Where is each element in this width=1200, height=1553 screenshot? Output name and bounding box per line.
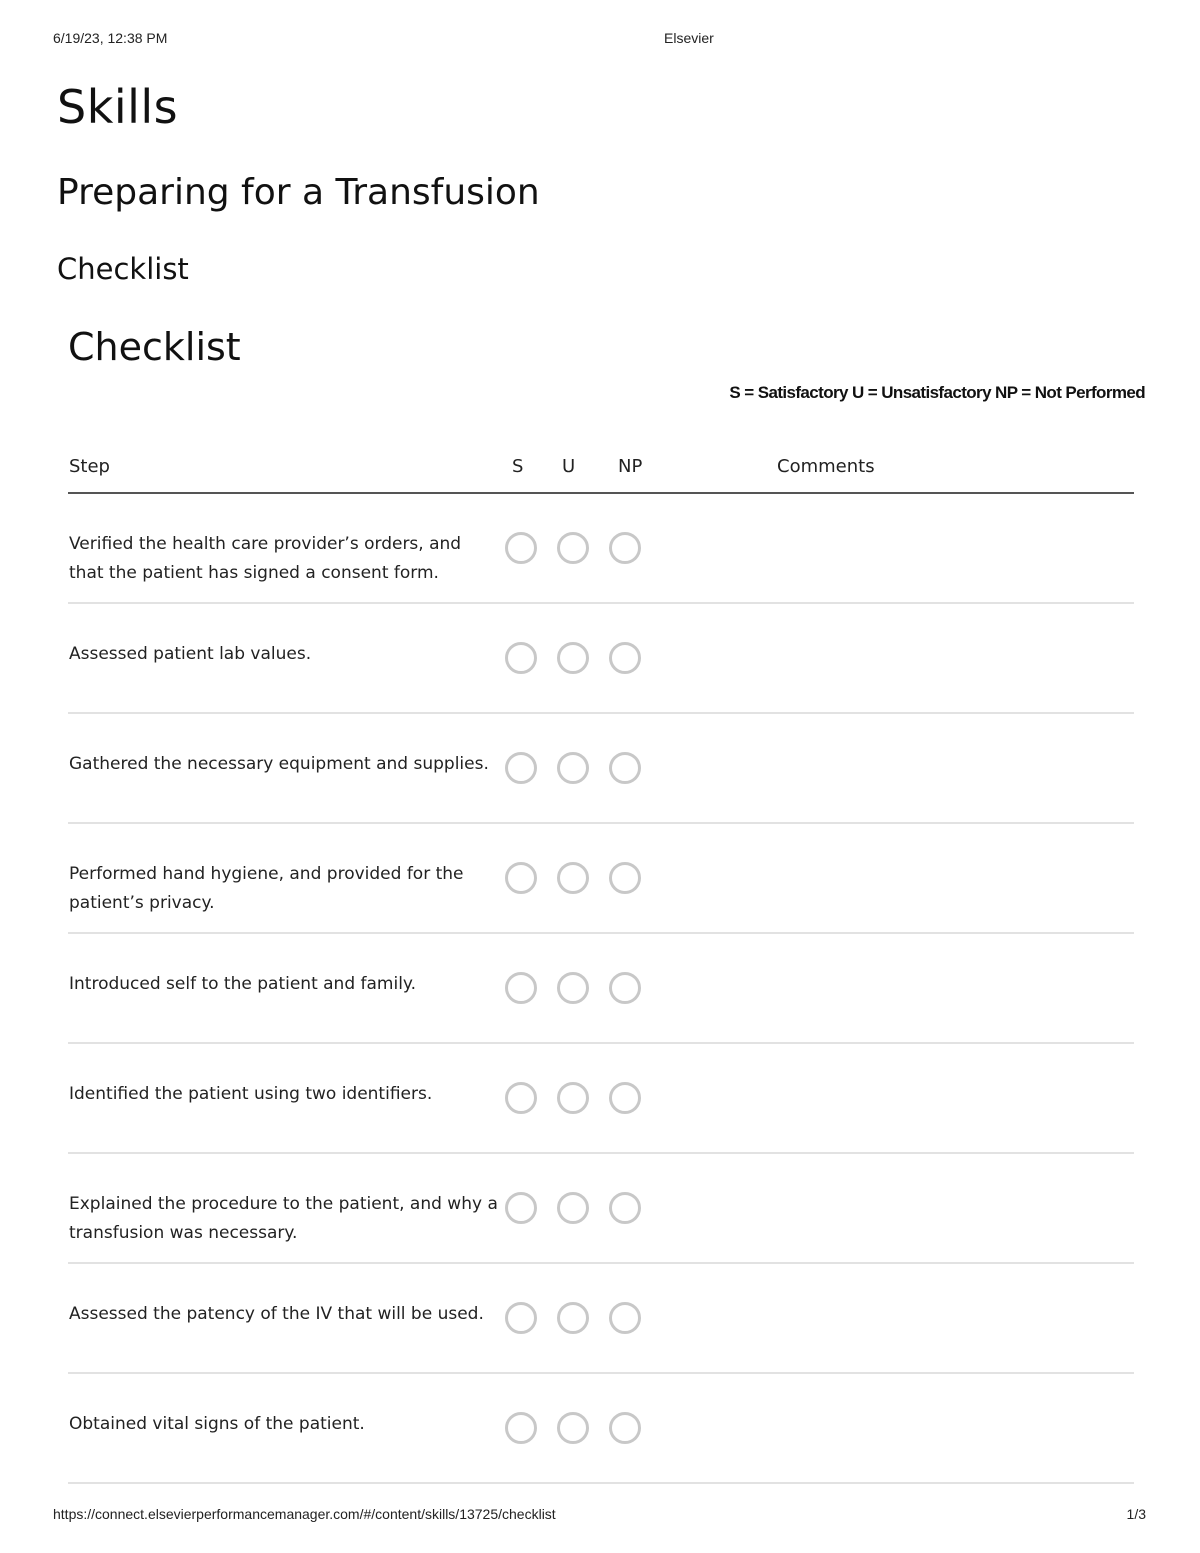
step-text: Explained the procedure to the patient, and why a transfusion was necessary. (69, 1194, 498, 1243)
not-performed-radio[interactable] (609, 1082, 641, 1114)
not-performed-radio[interactable] (609, 532, 641, 564)
satisfactory-radio[interactable] (505, 752, 537, 784)
unsatisfactory-radio[interactable] (557, 1412, 589, 1444)
step-text: Assessed the patency of the IV that will be used. (69, 1304, 484, 1324)
print-datetime: 6/19/23, 12:38 PM (53, 30, 168, 46)
table-row (68, 1044, 1134, 1154)
unsatisfactory-radio[interactable] (557, 532, 589, 564)
not-performed-radio[interactable] (609, 862, 641, 894)
print-header (0, 30, 1200, 50)
satisfactory-radio[interactable] (505, 1192, 537, 1224)
not-performed-radio[interactable] (609, 1302, 641, 1334)
print-url: https://connect.elsevierperformancemanager.com/#/content/skills/13725/checklist (53, 1506, 556, 1522)
table-header (68, 448, 1134, 494)
step-text: Performed hand hygiene, and provided for the patient’s privacy. (69, 864, 464, 913)
satisfactory-radio[interactable] (505, 1082, 537, 1114)
table-row (68, 1374, 1134, 1484)
subsection-heading: Checklist (57, 252, 189, 286)
table-row (68, 934, 1134, 1044)
unsatisfactory-radio[interactable] (557, 1082, 589, 1114)
table-row (68, 824, 1134, 934)
not-performed-radio[interactable] (609, 642, 641, 674)
checklist-table (68, 448, 1134, 1484)
column-header-not-performed: NP (618, 456, 643, 477)
unsatisfactory-radio[interactable] (557, 642, 589, 674)
comment-cell (777, 1410, 1127, 1440)
unsatisfactory-radio[interactable] (557, 862, 589, 894)
print-site-name: Elsevier (664, 30, 714, 46)
satisfactory-radio[interactable] (505, 1302, 537, 1334)
table-row (68, 1154, 1134, 1264)
column-header-satisfactory: S (512, 456, 524, 477)
unsatisfactory-radio[interactable] (557, 752, 589, 784)
unsatisfactory-radio[interactable] (557, 1302, 589, 1334)
column-header-comments: Comments (777, 456, 875, 477)
satisfactory-radio[interactable] (505, 532, 537, 564)
table-row (68, 494, 1134, 604)
not-performed-radio[interactable] (609, 972, 641, 1004)
unsatisfactory-radio[interactable] (557, 1192, 589, 1224)
step-text: Gathered the necessary equipment and supplies. (69, 754, 489, 774)
step-text: Obtained vital signs of the patient. (69, 1414, 365, 1434)
comment-cell (777, 970, 1127, 1000)
step-text: Introduced self to the patient and family. (69, 974, 416, 994)
rating-legend: S = Satisfactory U = Unsatisfactory NP = Not Performed (729, 383, 1145, 402)
comment-cell (777, 1300, 1127, 1330)
page-number: 1/3 (1126, 1506, 1146, 1522)
checklist-panel-title: Checklist (68, 325, 241, 369)
satisfactory-radio[interactable] (505, 1412, 537, 1444)
not-performed-radio[interactable] (609, 1192, 641, 1224)
unsatisfactory-radio[interactable] (557, 972, 589, 1004)
satisfactory-radio[interactable] (505, 642, 537, 674)
step-text: Identified the patient using two identifiers. (69, 1084, 433, 1104)
comment-cell (777, 640, 1127, 670)
step-text: Verified the health care provider’s orders, and that the patient has signed a consent form. (69, 534, 462, 583)
procedure-title: Preparing for a Transfusion (57, 172, 540, 213)
comment-cell (777, 1190, 1127, 1220)
satisfactory-radio[interactable] (505, 862, 537, 894)
column-header-unsatisfactory: U (562, 456, 576, 477)
table-row (68, 1264, 1134, 1374)
step-text: Assessed patient lab values. (69, 644, 312, 664)
comment-cell (777, 750, 1127, 780)
column-header-step: Step (69, 456, 110, 477)
section-heading: Skills (57, 80, 179, 134)
table-row (68, 714, 1134, 824)
comment-cell (777, 530, 1127, 560)
print-footer (0, 1506, 1200, 1526)
comment-cell (777, 1080, 1127, 1110)
satisfactory-radio[interactable] (505, 972, 537, 1004)
comment-cell (777, 860, 1127, 890)
not-performed-radio[interactable] (609, 752, 641, 784)
table-row (68, 604, 1134, 714)
not-performed-radio[interactable] (609, 1412, 641, 1444)
